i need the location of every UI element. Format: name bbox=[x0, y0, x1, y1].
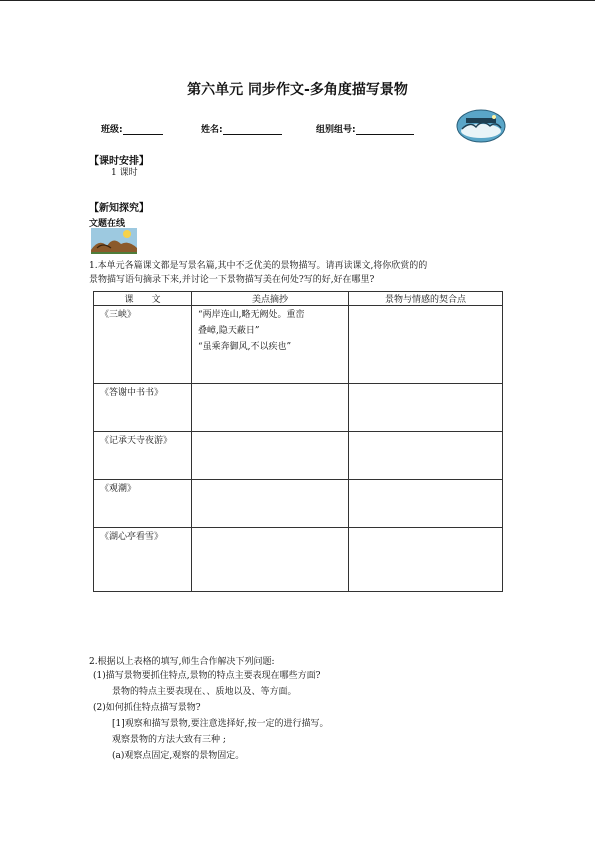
q2-part1: (1)描写景物要抓住特点,景物的特点主要表现在哪些方面? bbox=[93, 671, 321, 681]
emotion-cell[interactable] bbox=[349, 528, 503, 592]
table-header-row bbox=[94, 292, 503, 306]
header-excerpts: 美点摘抄 bbox=[192, 292, 349, 306]
class-blank[interactable] bbox=[123, 124, 163, 135]
q1-line2: 景物描写语句摘录下来,并讨论一下景物描写美在何处?写的好,好在哪里? bbox=[89, 275, 375, 285]
emotion-cell[interactable] bbox=[349, 480, 503, 528]
header-emotion-match: 景物与情感的契合点 bbox=[349, 292, 503, 306]
q2-part2-item1: [1]观察和描写景物,要注意选择好,按一定的进行描写。 bbox=[112, 719, 329, 729]
schedule-heading: 【课时安排】 bbox=[89, 156, 149, 167]
group-field bbox=[316, 122, 414, 135]
table-row bbox=[94, 528, 503, 592]
lesson-cell: 《湖心亭看雪》 bbox=[94, 528, 192, 592]
excerpt-line: “虽乘奔御风,不以疾也” bbox=[198, 342, 292, 352]
header-lesson: 课 文 bbox=[94, 292, 192, 306]
excerpt-cell[interactable] bbox=[192, 480, 349, 528]
class-field bbox=[101, 122, 163, 135]
lesson-cell: 《记承天寺夜游》 bbox=[94, 432, 192, 480]
table-row bbox=[94, 480, 503, 528]
table-row bbox=[94, 306, 503, 384]
excerpt-cell[interactable] bbox=[192, 432, 349, 480]
excerpt-cell[interactable] bbox=[192, 306, 349, 384]
emotion-cell[interactable] bbox=[349, 432, 503, 480]
group-label: 组别组号: bbox=[316, 125, 356, 135]
q2-part1-answer: 景物的特点主要表现在、、质地以及、等方面。 bbox=[112, 687, 297, 697]
lesson-cell: 《观潮》 bbox=[94, 480, 192, 528]
q2-intro: 2.根据以上表格的填写,师生合作解决下列问题: bbox=[89, 657, 275, 667]
page-title: 第六单元 同步作文-多角度描写景物 bbox=[187, 82, 408, 98]
name-blank[interactable] bbox=[223, 124, 282, 135]
excerpt-line: “两岸连山,略无阙处。重峦 bbox=[198, 310, 305, 320]
scenery-badge-image bbox=[456, 109, 506, 143]
scenery-table bbox=[93, 291, 503, 592]
class-label: 班级: bbox=[101, 125, 123, 135]
emotion-cell[interactable] bbox=[349, 306, 503, 384]
q2-part2-item3: (a)观察点固定,观察的景物固定。 bbox=[112, 751, 245, 761]
q1-line1: 1.本单元各篇课文都是写景名篇,其中不乏优美的景物描写。请再读课文,将你欣赏的的 bbox=[89, 261, 428, 271]
schedule-value: 1 课时 bbox=[111, 168, 138, 178]
explore-heading: 【新知探究】 bbox=[89, 203, 149, 214]
excerpt-line: 叠嶂,隐天蔽日” bbox=[198, 326, 260, 336]
group-blank[interactable] bbox=[356, 124, 414, 135]
excerpt-cell[interactable] bbox=[192, 384, 349, 432]
lesson-cell: 《三峡》 bbox=[94, 306, 192, 384]
q2-part2-item2: 观察景物的方法大致有三种 ; bbox=[112, 735, 226, 745]
table-row bbox=[94, 384, 503, 432]
name-label: 姓名: bbox=[201, 125, 223, 135]
subheading-topic-online: 文题在线 bbox=[89, 219, 126, 229]
name-field bbox=[201, 122, 282, 135]
page-top-border bbox=[0, 0, 595, 1]
table-row bbox=[94, 432, 503, 480]
excerpt-cell[interactable] bbox=[192, 528, 349, 592]
emotion-cell[interactable] bbox=[349, 384, 503, 432]
lesson-cell: 《答谢中书书》 bbox=[94, 384, 192, 432]
q2-part2: (2)如何抓住特点描写景物? bbox=[93, 703, 201, 713]
